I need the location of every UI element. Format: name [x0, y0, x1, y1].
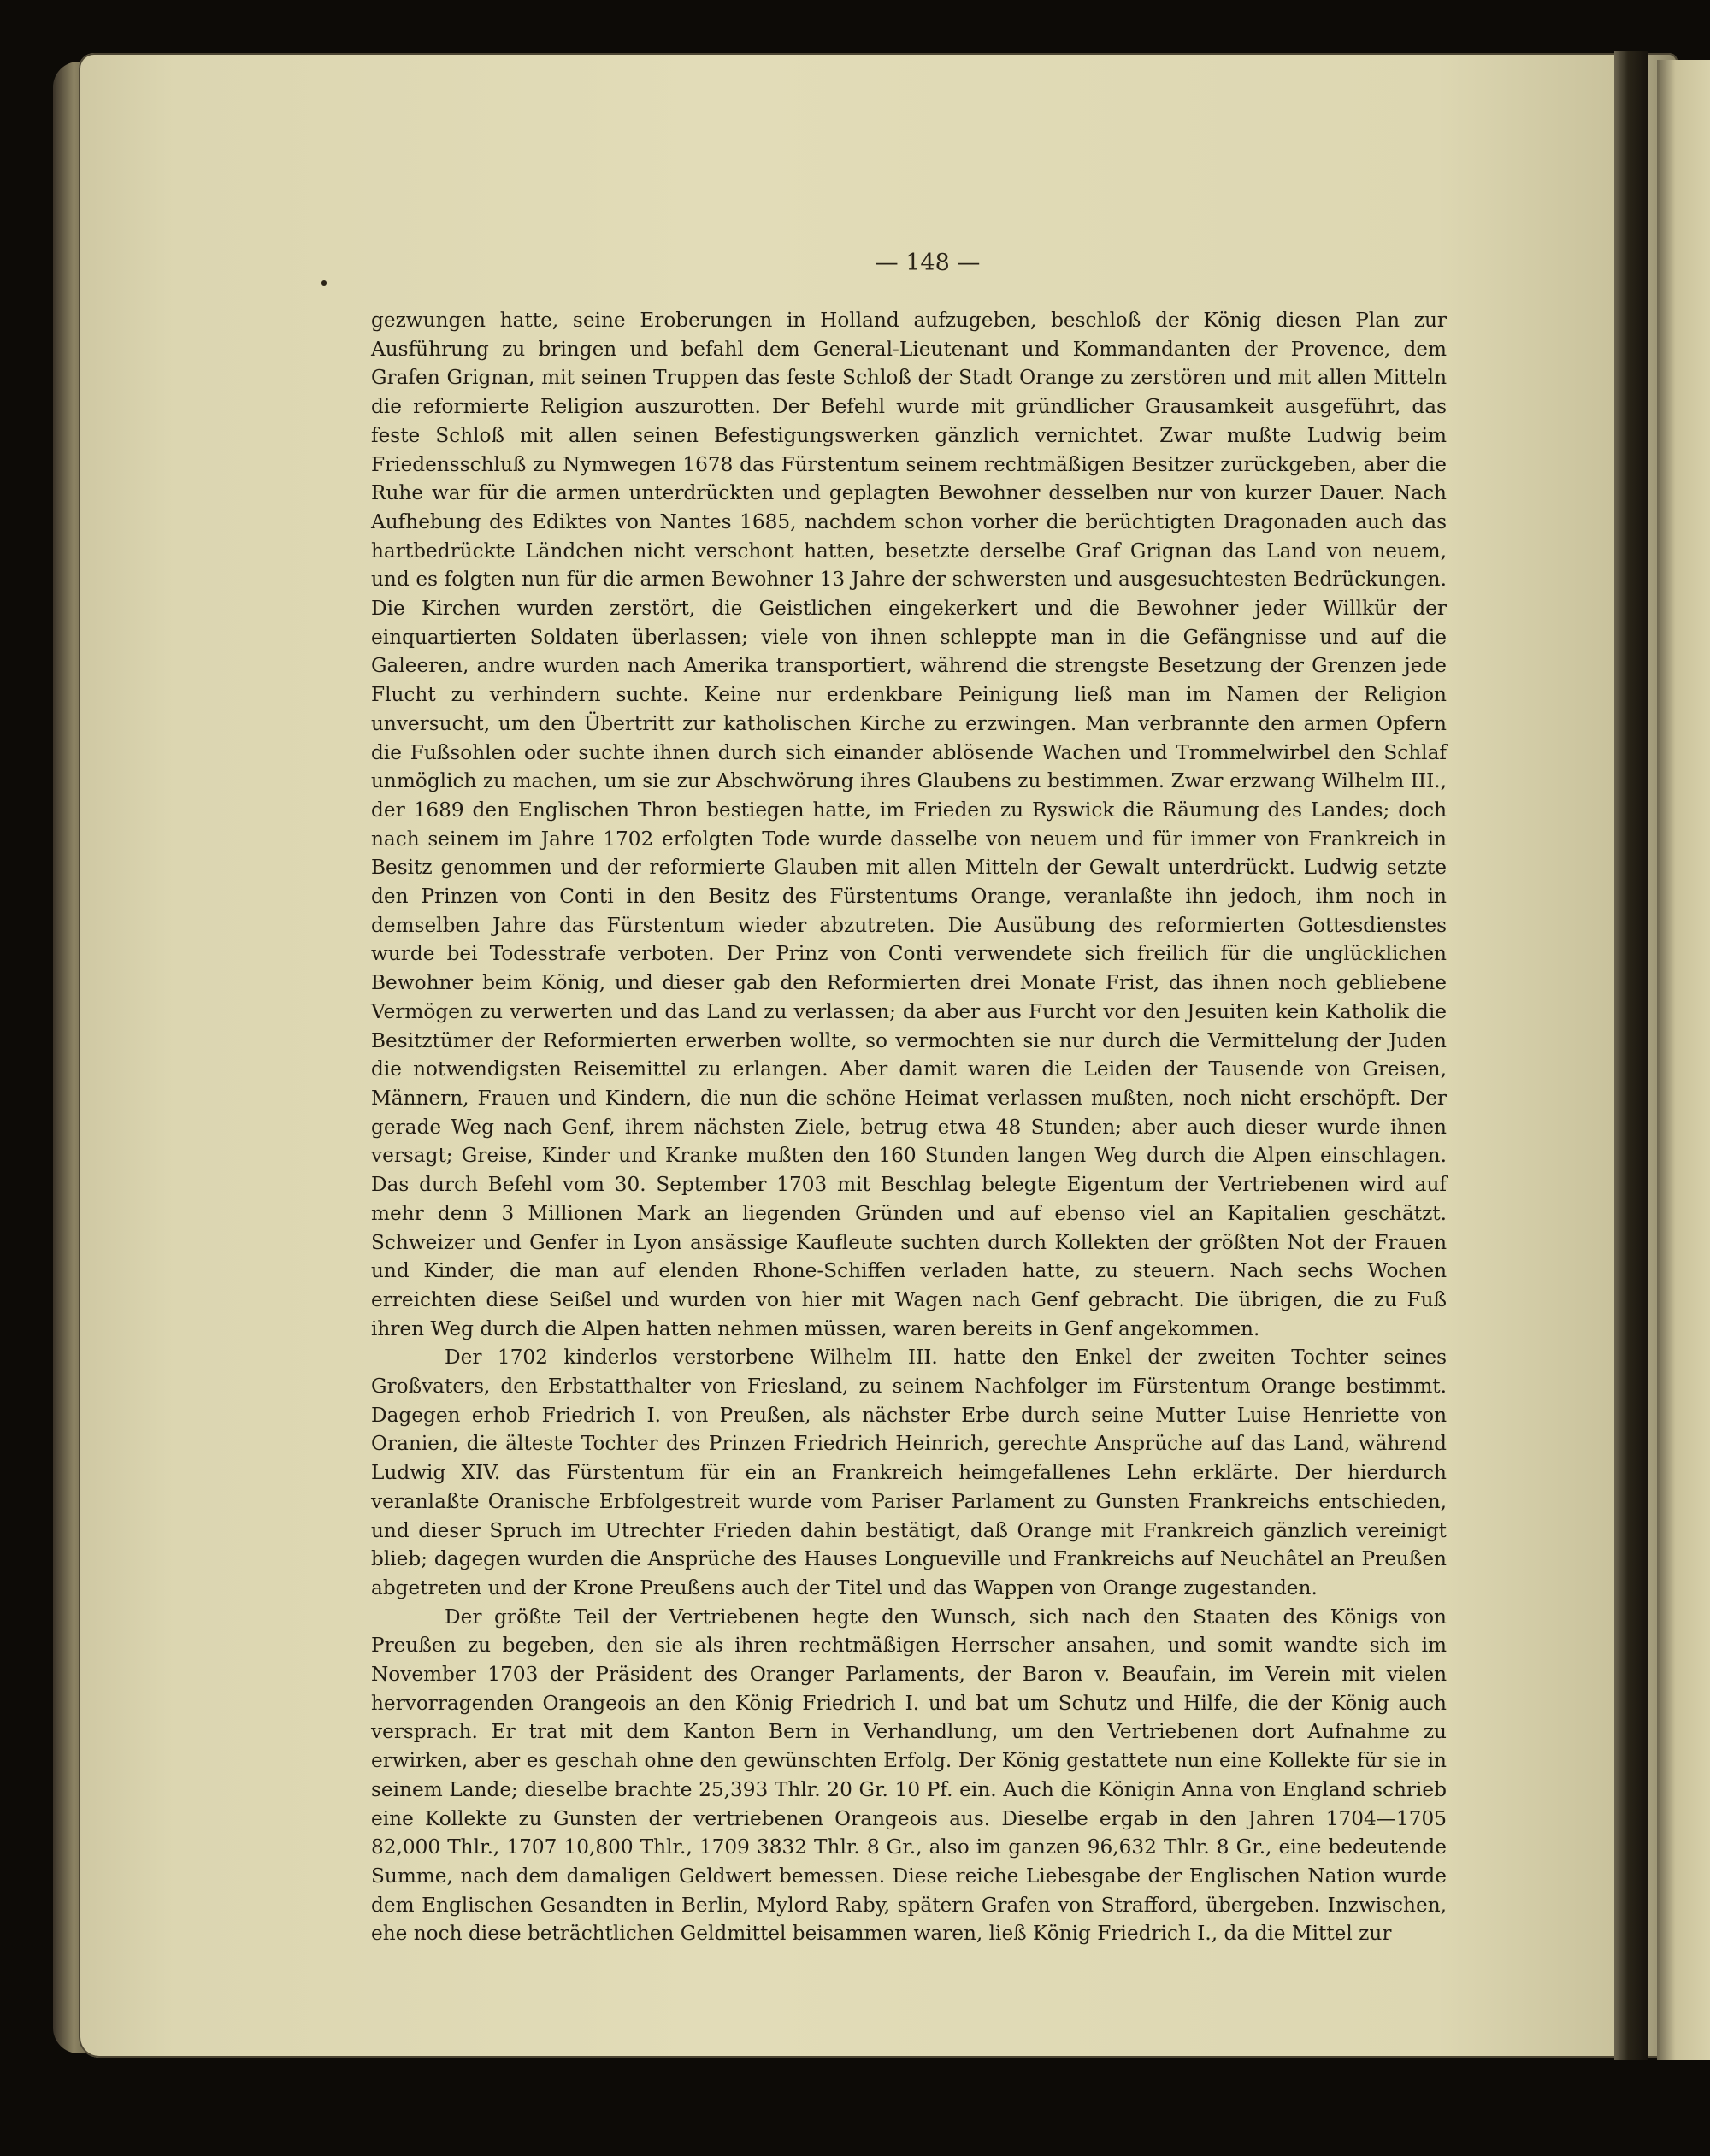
- facing-page-edge: [1657, 60, 1710, 2060]
- book-gutter: [1614, 51, 1648, 2060]
- paragraph: Der größte Teil der Vertriebenen hegte den Wunsch, sich nach den Staaten des Königs von Preußen zu begeben, den sie als ihren rechtmäßigen Herrscher ansahen, und somit wandte sich im November 1703 der Präsident des Oranger Parlaments, der Baron v. Beaufain, im Verein mit vielen hervorragenden Orangeois an den König Friedrich I. und bat um Schutz und Hilfe, die der König auch versprach. Er trat mit dem Kanton Bern in Verhandlung, um den Vertriebenen dort Aufnahme zu erwirken, aber es geschah ohne den gewünschten Erfolg. Der König gestattete nun eine Kollekte für sie in seinem Lande; dieselbe brachte 25,393 Thlr. 20 Gr. 10 Pf. ein. Auch die Königin Anna von England schrieb eine Kollekte zu Gunsten der vertriebenen Orangeois aus. Dieselbe ergab in den Jahren 1704—1705 82,000 Thlr., 1707 10,800 Thlr., 1709 3832 Thlr. 8 Gr., also im ganzen 96,632 Thlr. 8 Gr., eine bedeutende Summe, nach dem damaligen Geldwert bemessen. Diese reiche Liebesgabe der Englischen Nation wurde dem Englischen Gesandten in Berlin, Mylord Raby, spätern Grafen von Strafford, übergeben. Inzwischen, ehe noch diese beträchtlichen Geldmittel beisammen waren, ließ König Friedrich I., da die Mittel zur: [371, 1605, 1447, 1946]
- paragraph: Der 1702 kinderlos verstorbene Wilhelm III. hatte den Enkel der zweiten Tochter seines Großvaters, den Erbstatthalter von Friesland, zu seinem Nachfolger im Fürstentum Orange bestimmt. Dagegen erhob Friedrich I. von Preußen, als nächster Erbe durch seine Mutter Luise Henriette von Oranien, die älteste Tochter des Prinzen Friedrich Heinrich, gerechte Ansprüche auf das Land, während Ludwig XIV. das Fürstentum für ein an Frankreich heimgefallenes Lehn erklärte. Der hierdurch veranlaßte Oranische Erbfolgestreit wurde vom Pariser Parlament zu Gunsten Frankreichs entschieden, und dieser Spruch im Utrechter Frieden dahin bestätigt, daß Orange mit Frankreich gänzlich vereinigt blieb; dagegen wurden die Ansprüche des Hauses Longueville und Frankreichs auf Neuchâtel an Preußen abgetreten und der Krone Preußens auch der Titel und das Wappen von Orange zugestanden.: [371, 1346, 1447, 1599]
- paragraph: gezwungen hatte, seine Eroberungen in Holland aufzugeben, beschloß der König diesen Plan zur Ausführung zu bringen und befahl dem General-Lieutenant und Kommandanten der Provence, dem Grafen Grignan, mit seinen Truppen das feste Schloß der Stadt Orange zu zerstören und mit allen Mitteln die reformierte Religion auszurotten. Der Befehl wurde mit gründlicher Grausamkeit ausgeführt, das feste Schloß mit allen seinen Befestigungswerken gänzlich vernichtet. Zwar mußte Ludwig beim Friedensschluß zu Nymwegen 1678 das Fürstentum seinem rechtmäßigen Besitzer zurückgeben, aber die Ruhe war für die armen unterdrückten und geplagten Bewohner desselben nur von kurzer Dauer. Nach Aufhebung des Ediktes von Nantes 1685, nachdem schon vorher die berüchtigten Dragonaden auch das hartbedrückte Ländchen nicht verschont hatten, besetzte derselbe Graf Grignan das Land von neuem, und es folgten nun für die armen Bewohner 13 Jahre der schwersten und ausgesuchtesten Bedrückungen. Die Kirchen wurden zerstört, die Geistlichen eingekerkert und die Bewohner jeder Willkür der einquartierten Soldaten überlassen; viele von ihnen schleppte man in die Gefängnisse und auf die Galeeren, andre wurden nach Amerika transportiert, während die strengste Besetzung der Grenzen jede Flucht zu verhindern suchte. Keine nur erdenkbare Peinigung ließ man im Namen der Religion unversucht, um den Übertritt zur katholischen Kirche zu erzwingen. Man verbrannte den armen Opfern die Fußsohlen oder suchte ihnen durch sich einander ablösende Wachen und Trommelwirbel den Schlaf unmöglich zu machen, um sie zur Abschwörung ihres Glaubens zu bestimmen. Zwar erzwang Wilhelm III., der 1689 den Englischen Thron bestiegen hatte, im Frieden zu Ryswick die Räumung des Landes; doch nach seinem im Jahre 1702 erfolgten Tode wurde dasselbe von neuem und für immer von Frankreich in Besitz genommen und der reformierte Glauben mit allen Mitteln der Gewalt unterdrückt. Ludwig setzte den Prinzen von Conti in den Besitz des Fürstentums Orange, veranlaßte ihn jedoch, ihm noch in demselben Jahre das Fürstentum wieder abzutreten. Die Ausübung des reformierten Gottesdienstes wurde bei Todesstrafe verboten. Der Prinz von Conti verwendete sich freilich für die unglücklichen Bewohner beim König, und dieser gab den Reformierten drei Monate Frist, das ihnen noch gebliebene Vermögen zu verwerten und das Land zu verlassen; da aber aus Furcht vor den Jesuiten kein Katholik die Besitztümer der Reformierten erwerben wollte, so vermochten sie nur durch die Vermittelung der Juden die notwendigsten Reisemittel zu erlangen. Aber damit waren die Leiden der Tausende von Greisen, Männern, Frauen und Kindern, die nun die schöne Heimat verlassen mußten, noch nicht erschöpft. Der gerade Weg nach Genf, ihrem nächsten Ziele, betrug etwa 48 Stunden; aber auch dieser wurde ihnen versagt; Greise, Kinder und Kranke mußten den 160 Stunden langen Weg durch die Alpen einschlagen. Das durch Befehl vom 30. September 1703 mit Beschlag belegte Eigentum der Vertriebenen wird auf mehr denn 3 Millionen Mark an liegenden Gründen und auf ebenso viel an Kapitalien geschätzt. Schweizer und Genfer in Lyon ansässige Kaufleute suchten durch Kollekten der größten Not der Frauen und Kinder, die man auf elenden Rhone-Schiffen verladen hatte, zu steuern. Nach sechs Wochen erreichten diese Seißel und wurden von hier mit Wagen nach Genf gebracht. Die übrigen, die zu Fuß ihren Weg durch die Alpen hatten nehmen müssen, waren bereits in Genf angekommen.: [371, 309, 1447, 1340]
- body-text: [371, 306, 1447, 1948]
- page-number: — 148 —: [875, 250, 981, 276]
- ink-spot: [321, 280, 327, 286]
